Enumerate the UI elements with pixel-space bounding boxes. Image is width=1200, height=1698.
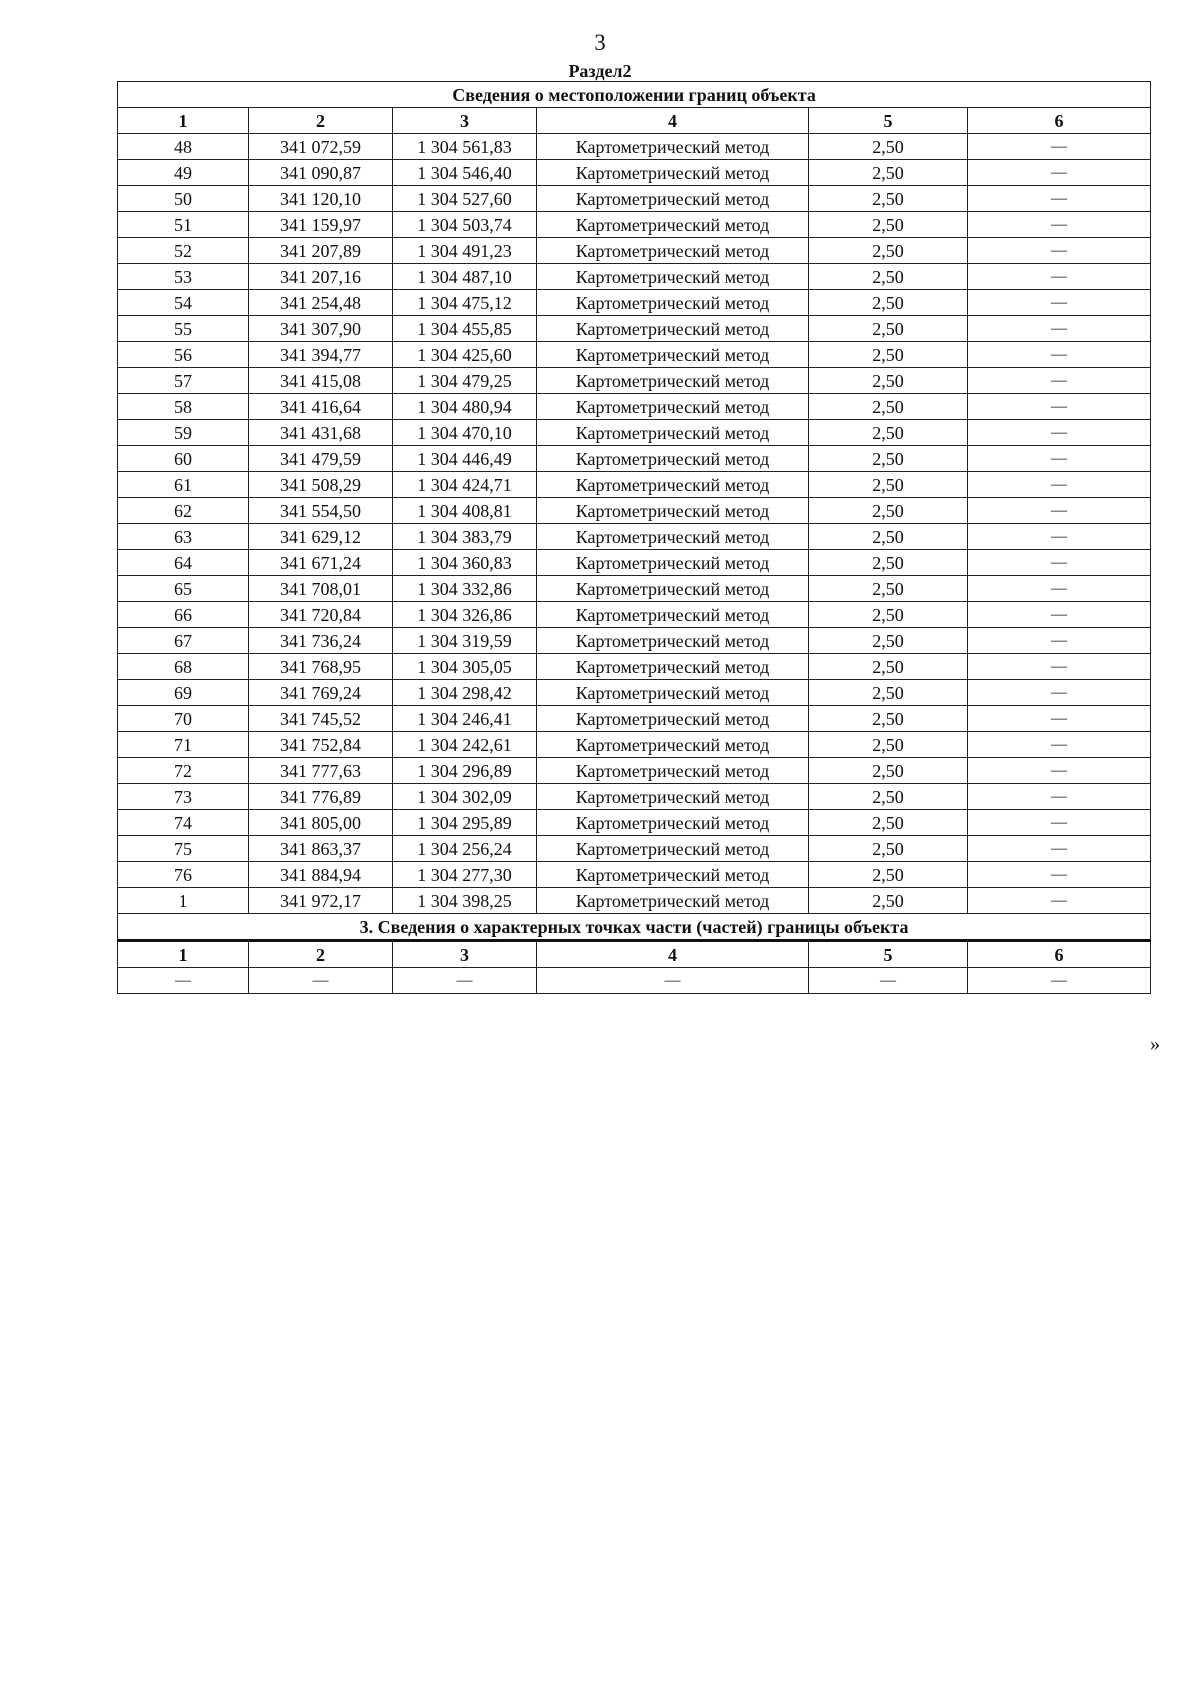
table-cell: —	[968, 654, 1151, 680]
table-cell: 58	[118, 394, 249, 420]
table-cell: —	[968, 888, 1151, 914]
table-cell: —	[249, 968, 393, 994]
table-cell: 51	[118, 212, 249, 238]
table-cell: 74	[118, 810, 249, 836]
table-row	[118, 758, 1151, 784]
table-cell: Картометрический метод	[537, 212, 809, 238]
table-cell: 2,50	[809, 316, 968, 342]
table-cell: 1 304 277,30	[393, 862, 537, 888]
table-row	[118, 810, 1151, 836]
table-cell: 341 671,24	[249, 550, 393, 576]
table-cell: 1 304 479,25	[393, 368, 537, 394]
table-cell: —	[968, 238, 1151, 264]
table-cell: —	[968, 290, 1151, 316]
table-row	[118, 680, 1151, 706]
table-cell: 1 304 246,41	[393, 706, 537, 732]
table-cell: 1 304 561,83	[393, 134, 537, 160]
table-cell: 2,50	[809, 706, 968, 732]
table-row	[118, 706, 1151, 732]
table-cell: —	[968, 134, 1151, 160]
table-caption-part-points: 3. Сведения о характерных точках части (частей) границы объекта	[118, 914, 1151, 941]
table-cell: 2,50	[809, 680, 968, 706]
table-cell: 2,50	[809, 264, 968, 290]
table-cell: Картометрический метод	[537, 888, 809, 914]
table-row	[118, 576, 1151, 602]
table-cell: —	[968, 836, 1151, 862]
table-cell: 341 884,94	[249, 862, 393, 888]
table-cell: —	[968, 264, 1151, 290]
table-cell: 64	[118, 550, 249, 576]
table-cell: 2,50	[809, 212, 968, 238]
column-header: 3	[393, 108, 537, 134]
table-cell: Картометрический метод	[537, 316, 809, 342]
table-cell: Картометрический метод	[537, 862, 809, 888]
table-cell: 1 304 480,94	[393, 394, 537, 420]
table-cell: Картометрический метод	[537, 602, 809, 628]
table-cell: 341 972,17	[249, 888, 393, 914]
table-row	[118, 342, 1151, 368]
table-cell: Картометрический метод	[537, 186, 809, 212]
table-cell: 2,50	[809, 602, 968, 628]
table-cell: 2,50	[809, 238, 968, 264]
table-cell: Картометрический метод	[537, 498, 809, 524]
table-cell: Картометрический метод	[537, 134, 809, 160]
table-cell: 2,50	[809, 654, 968, 680]
table-cell: 1 304 305,05	[393, 654, 537, 680]
table-cell: 72	[118, 758, 249, 784]
table-row	[118, 602, 1151, 628]
table-cell: 341 090,87	[249, 160, 393, 186]
closing-quote-mark: »	[1150, 1033, 1160, 1055]
column-header: 1	[118, 941, 249, 968]
table-cell: 341 415,08	[249, 368, 393, 394]
table-caption-boundaries: Сведения о местоположении границ объекта	[118, 82, 1151, 108]
table-cell: Картометрический метод	[537, 238, 809, 264]
column-header: 2	[249, 941, 393, 968]
table-cell: 1 304 296,89	[393, 758, 537, 784]
table-cell: 65	[118, 576, 249, 602]
table-cell: 341 736,24	[249, 628, 393, 654]
table-cell: Картометрический метод	[537, 160, 809, 186]
table-cell: 341 554,50	[249, 498, 393, 524]
column-header: 6	[968, 941, 1151, 968]
table-row	[118, 290, 1151, 316]
table-cell: —	[968, 160, 1151, 186]
table-cell: —	[968, 420, 1151, 446]
table-row	[118, 316, 1151, 342]
table-cell: —	[968, 186, 1151, 212]
table-cell: 341 720,84	[249, 602, 393, 628]
table-cell: 2,50	[809, 290, 968, 316]
table-cell: 1 304 491,23	[393, 238, 537, 264]
table-cell: —	[968, 524, 1151, 550]
table-cell: 2,50	[809, 420, 968, 446]
table-cell: 341 254,48	[249, 290, 393, 316]
table-cell: 2,50	[809, 368, 968, 394]
column-header: 5	[809, 108, 968, 134]
table-cell: Картометрический метод	[537, 732, 809, 758]
column-header: 4	[537, 941, 809, 968]
table-cell: 1 304 503,74	[393, 212, 537, 238]
table-cell: 2,50	[809, 134, 968, 160]
table-cell: 57	[118, 368, 249, 394]
table-cell: 341 120,10	[249, 186, 393, 212]
column-header-row	[118, 941, 1151, 968]
table-cell: 2,50	[809, 732, 968, 758]
table-cell: 75	[118, 836, 249, 862]
table-cell: 68	[118, 654, 249, 680]
table-cell: 49	[118, 160, 249, 186]
table-cell: 341 863,37	[249, 836, 393, 862]
table-cell: Картометрический метод	[537, 472, 809, 498]
table-caption-part-points-row	[118, 914, 1151, 941]
table-row	[118, 160, 1151, 186]
table-cell: 341 307,90	[249, 316, 393, 342]
table-cell: —	[968, 810, 1151, 836]
table-cell: 1 304 398,25	[393, 888, 537, 914]
table-cell: 2,50	[809, 888, 968, 914]
page-number: 3	[594, 30, 606, 55]
table-caption-boundaries-row	[118, 82, 1151, 108]
table-cell: —	[968, 628, 1151, 654]
table-row	[118, 836, 1151, 862]
table-cell: 2,50	[809, 836, 968, 862]
table-cell: —	[809, 968, 968, 994]
table-cell: Картометрический метод	[537, 550, 809, 576]
table-cell: Картометрический метод	[537, 342, 809, 368]
table-cell: 1 304 455,85	[393, 316, 537, 342]
table-cell: Картометрический метод	[537, 758, 809, 784]
table-cell: 341 777,63	[249, 758, 393, 784]
table-cell: Картометрический метод	[537, 836, 809, 862]
table-cell: 55	[118, 316, 249, 342]
table-cell: 1 304 424,71	[393, 472, 537, 498]
table-cell: —	[968, 602, 1151, 628]
table-cell: 341 508,29	[249, 472, 393, 498]
table-row	[118, 264, 1151, 290]
table-cell: 1 304 298,42	[393, 680, 537, 706]
table-cell: 2,50	[809, 810, 968, 836]
table-row	[118, 784, 1151, 810]
table-cell: 71	[118, 732, 249, 758]
table-cell: 1 304 326,86	[393, 602, 537, 628]
table-cell: —	[968, 706, 1151, 732]
table-cell: 67	[118, 628, 249, 654]
table-cell: —	[968, 316, 1151, 342]
table-row	[118, 628, 1151, 654]
table-cell: 341 768,95	[249, 654, 393, 680]
table-cell: 341 629,12	[249, 524, 393, 550]
table-cell: 1 304 302,09	[393, 784, 537, 810]
table-cell: 2,50	[809, 758, 968, 784]
table-row	[118, 446, 1151, 472]
table-cell: —	[968, 446, 1151, 472]
table-cell: 341 394,77	[249, 342, 393, 368]
table-cell: 2,50	[809, 160, 968, 186]
table-cell: 2,50	[809, 472, 968, 498]
section-title: Раздел2	[568, 61, 632, 81]
table-cell: —	[537, 968, 809, 994]
table-cell: 341 416,64	[249, 394, 393, 420]
table-cell: 70	[118, 706, 249, 732]
table-cell: —	[968, 472, 1151, 498]
table-cell: 2,50	[809, 498, 968, 524]
column-header: 4	[537, 108, 809, 134]
table-row	[118, 654, 1151, 680]
table-cell: 341 752,84	[249, 732, 393, 758]
table-cell: 1 304 242,61	[393, 732, 537, 758]
table-cell: 341 207,89	[249, 238, 393, 264]
table-row	[118, 498, 1151, 524]
table-cell: 48	[118, 134, 249, 160]
table-cell: Картометрический метод	[537, 784, 809, 810]
table-cell: —	[968, 576, 1151, 602]
table-cell: 341 708,01	[249, 576, 393, 602]
table-cell: —	[968, 342, 1151, 368]
table-cell: 1 304 408,81	[393, 498, 537, 524]
table-cell: 73	[118, 784, 249, 810]
table-cell: 1 304 360,83	[393, 550, 537, 576]
table-row	[118, 186, 1151, 212]
table-row	[118, 524, 1151, 550]
table-cell: 66	[118, 602, 249, 628]
table-cell: 341 769,24	[249, 680, 393, 706]
table-row	[118, 134, 1151, 160]
table-cell: —	[968, 968, 1151, 994]
table-cell: 2,50	[809, 784, 968, 810]
table-cell: Картометрический метод	[537, 576, 809, 602]
table-cell: 2,50	[809, 446, 968, 472]
table-cell: 59	[118, 420, 249, 446]
table-cell: 1 304 475,12	[393, 290, 537, 316]
table-cell: 1 304 256,24	[393, 836, 537, 862]
table-row	[118, 862, 1151, 888]
column-header: 1	[118, 108, 249, 134]
table-cell: 69	[118, 680, 249, 706]
table-cell: 341 159,97	[249, 212, 393, 238]
table-cell: —	[968, 784, 1151, 810]
table-cell: Картометрический метод	[537, 810, 809, 836]
table-cell: 341 745,52	[249, 706, 393, 732]
table-cell: 2,50	[809, 186, 968, 212]
table-cell: 341 479,59	[249, 446, 393, 472]
table-cell: 50	[118, 186, 249, 212]
table-cell: 1 304 295,89	[393, 810, 537, 836]
table-cell: 60	[118, 446, 249, 472]
table-cell: —	[968, 212, 1151, 238]
table-cell: Картометрический метод	[537, 420, 809, 446]
table-cell: 1 304 546,40	[393, 160, 537, 186]
table-cell: 2,50	[809, 628, 968, 654]
table-row	[118, 394, 1151, 420]
table-cell: 2,50	[809, 342, 968, 368]
table-cell: Картометрический метод	[537, 680, 809, 706]
table-cell: 54	[118, 290, 249, 316]
table-cell: —	[968, 680, 1151, 706]
table-cell: 2,50	[809, 524, 968, 550]
table-cell: 2,50	[809, 394, 968, 420]
table-row	[118, 212, 1151, 238]
table-cell: 1 304 332,86	[393, 576, 537, 602]
table-cell: 2,50	[809, 576, 968, 602]
table-cell: Картометрический метод	[537, 446, 809, 472]
table-cell: —	[968, 550, 1151, 576]
table-cell: 1	[118, 888, 249, 914]
table-cell: 2,50	[809, 862, 968, 888]
table-cell: —	[968, 758, 1151, 784]
table-cell: 1 304 487,10	[393, 264, 537, 290]
table-cell: Картометрический метод	[537, 654, 809, 680]
table-cell: 1 304 383,79	[393, 524, 537, 550]
table-cell: —	[968, 368, 1151, 394]
table-row	[118, 968, 1151, 994]
table-row	[118, 472, 1151, 498]
table-row	[118, 238, 1151, 264]
table-row	[118, 732, 1151, 758]
table-row	[118, 888, 1151, 914]
column-header: 5	[809, 941, 968, 968]
table-cell: 53	[118, 264, 249, 290]
table-cell: —	[968, 498, 1151, 524]
table-cell: —	[118, 968, 249, 994]
table-cell: 56	[118, 342, 249, 368]
table-cell: 341 805,00	[249, 810, 393, 836]
table-cell: 1 304 527,60	[393, 186, 537, 212]
table-cell: Картометрический метод	[537, 628, 809, 654]
table-cell: 341 776,89	[249, 784, 393, 810]
table-cell: —	[968, 394, 1151, 420]
table-cell: 1 304 425,60	[393, 342, 537, 368]
table-cell: 2,50	[809, 550, 968, 576]
table-row	[118, 550, 1151, 576]
column-header: 6	[968, 108, 1151, 134]
table-cell: Картометрический метод	[537, 706, 809, 732]
table-cell: 61	[118, 472, 249, 498]
table-cell: Картометрический метод	[537, 524, 809, 550]
table-cell: Картометрический метод	[537, 290, 809, 316]
table-row	[118, 368, 1151, 394]
table-cell: 76	[118, 862, 249, 888]
table-row	[118, 420, 1151, 446]
table-cell: 341 072,59	[249, 134, 393, 160]
table-cell: 52	[118, 238, 249, 264]
table-cell: 62	[118, 498, 249, 524]
table-cell: Картометрический метод	[537, 264, 809, 290]
table-cell: 1 304 319,59	[393, 628, 537, 654]
table-cell: 1 304 470,10	[393, 420, 537, 446]
column-header: 2	[249, 108, 393, 134]
table-cell: Картометрический метод	[537, 394, 809, 420]
table-cell: —	[393, 968, 537, 994]
table-cell: 341 431,68	[249, 420, 393, 446]
column-header-row	[118, 108, 1151, 134]
coordinates-table	[117, 81, 1151, 994]
table-cell: Картометрический метод	[537, 368, 809, 394]
table-cell: 341 207,16	[249, 264, 393, 290]
table-cell: 63	[118, 524, 249, 550]
table-cell: —	[968, 862, 1151, 888]
table-cell: —	[968, 732, 1151, 758]
coordinates-table-body	[118, 82, 1151, 994]
table-cell: 1 304 446,49	[393, 446, 537, 472]
column-header: 3	[393, 941, 537, 968]
